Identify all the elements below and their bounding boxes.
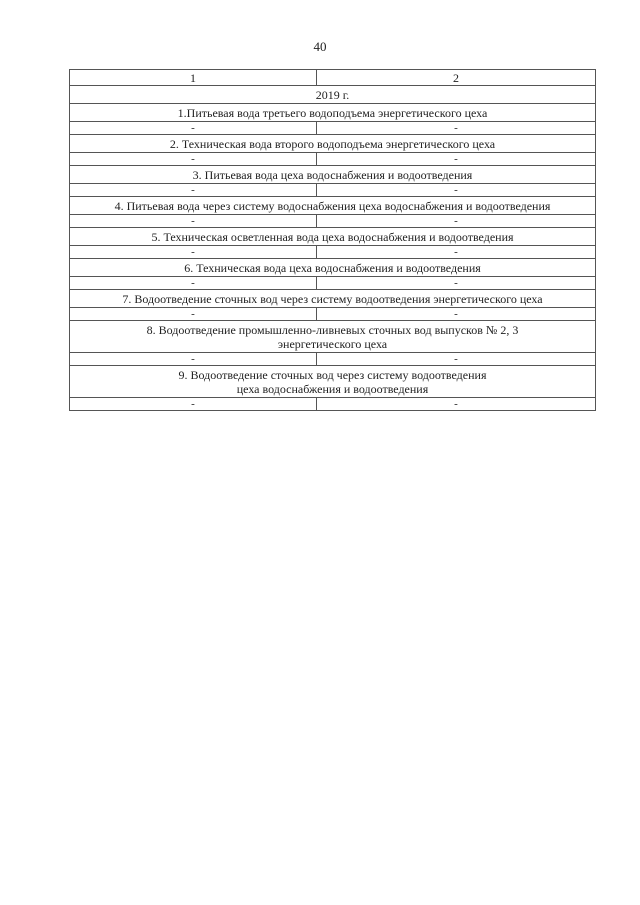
- table-cell: -: [317, 184, 596, 197]
- section-title-line: 1.Питьевая вода третьего водоподъема энергетического цеха: [177, 105, 488, 120]
- section-title-line: цеха водоснабжения и водоотведения: [236, 381, 429, 396]
- table-header-row: [70, 70, 596, 86]
- section-title: [70, 166, 596, 184]
- table-row: [70, 215, 596, 228]
- section-title-line: 4. Питьевая вода через систему водоснабжения цеха водоснабжения и водоотведения: [114, 198, 551, 213]
- table-cell: -: [70, 398, 317, 411]
- section-title: [70, 228, 596, 246]
- page-number: 40: [313, 39, 327, 54]
- year-label: 2019 г.: [70, 86, 596, 104]
- table-cell: -: [317, 122, 596, 135]
- section-title: [70, 259, 596, 277]
- section-title-line: энергетического цеха: [277, 336, 388, 351]
- section-title-line: 2. Техническая вода второго водоподъема энергетического цеха: [169, 136, 496, 151]
- section-title-line: 7. Водоотведение сточных вод через систему водоотведения энергетического цеха: [122, 291, 543, 306]
- section-title-line: 6. Техническая вода цеха водоснабжения и водоотведения: [184, 260, 481, 275]
- section-row: [70, 290, 596, 308]
- table-row: [70, 153, 596, 166]
- section-row: [70, 197, 596, 215]
- column-header-2: 2: [317, 70, 596, 86]
- table-cell: -: [70, 246, 317, 259]
- section-title: [70, 197, 596, 215]
- section-title: [70, 321, 596, 353]
- table-cell: -: [70, 122, 317, 135]
- table-row: [70, 308, 596, 321]
- table-cell: -: [317, 353, 596, 366]
- table-cell: -: [317, 277, 596, 290]
- table-row: [70, 398, 596, 411]
- table-row: [70, 277, 596, 290]
- section-row: [70, 104, 596, 122]
- section-row: [70, 259, 596, 277]
- table-cell: -: [317, 308, 596, 321]
- table-row: [70, 184, 596, 197]
- section-row: [70, 228, 596, 246]
- year-row: [70, 86, 596, 104]
- table-row: [70, 246, 596, 259]
- table-cell: -: [70, 184, 317, 197]
- table-cell: -: [317, 246, 596, 259]
- table-cell: -: [70, 215, 317, 228]
- section-row: [70, 321, 596, 353]
- table-row: [70, 122, 596, 135]
- section-row: [70, 366, 596, 398]
- table-cell: -: [70, 153, 317, 166]
- section-title: [70, 104, 596, 122]
- table-cell: -: [70, 308, 317, 321]
- section-title-line: 5. Техническая осветленная вода цеха водоснабжения и водоотведения: [151, 229, 514, 244]
- section-title: [70, 290, 596, 308]
- section-row: [70, 135, 596, 153]
- table-cell: -: [317, 153, 596, 166]
- section-title: [70, 135, 596, 153]
- table-row: [70, 353, 596, 366]
- results-table: [69, 69, 596, 411]
- section-title-line: 8. Водоотведение промышленно-ливневых сточных вод выпусков № 2, 3: [146, 322, 519, 337]
- table-cell: -: [317, 398, 596, 411]
- section-title-line: 3. Питьевая вода цеха водоснабжения и водоотведения: [192, 167, 473, 182]
- table-cell: -: [317, 215, 596, 228]
- section-row: [70, 166, 596, 184]
- table-cell: -: [70, 353, 317, 366]
- section-title-line: 9. Водоотведение сточных вод через систему водоотведения: [178, 367, 487, 382]
- section-title: [70, 366, 596, 398]
- table-cell: -: [70, 277, 317, 290]
- column-header-1: 1: [70, 70, 317, 86]
